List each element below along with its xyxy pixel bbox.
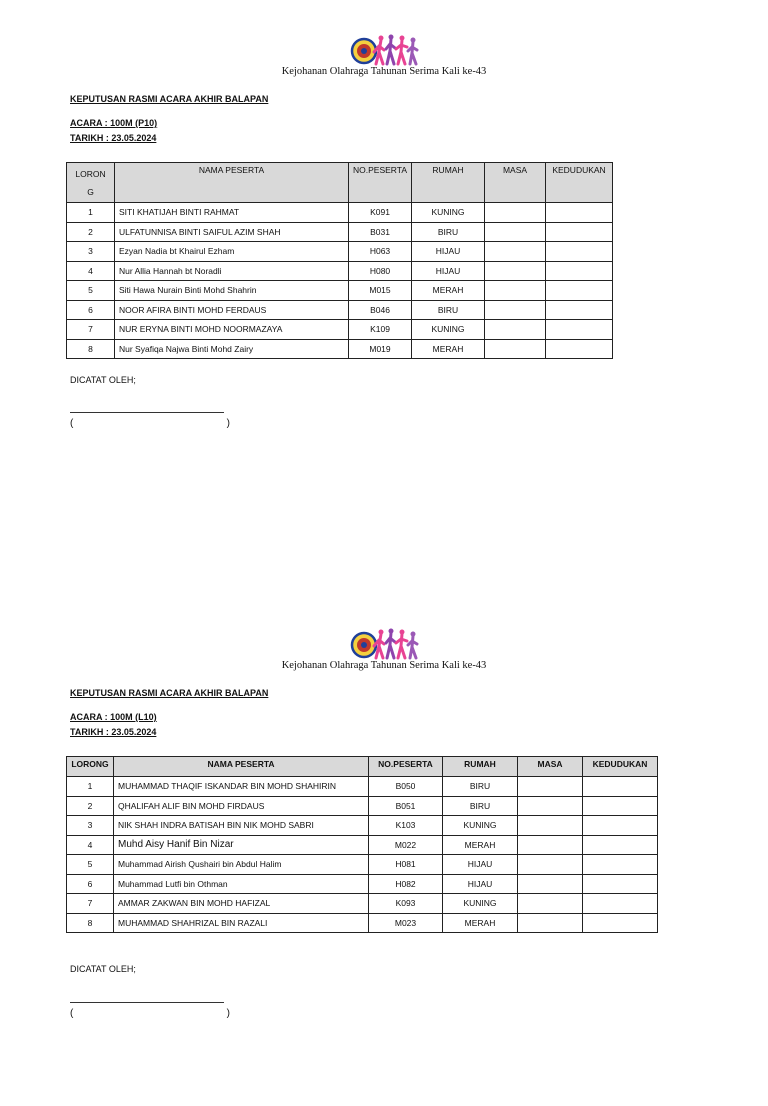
table-row (67, 777, 658, 797)
school-event-line: Kejohanan Olahraga Tahunan Serima Kali ke-43 (281, 66, 487, 77)
header-name: NAMA PESERTA (115, 163, 349, 203)
number-cell: K103 (369, 816, 443, 836)
logo-graphic (350, 34, 422, 68)
time-cell[interactable] (485, 242, 546, 262)
results-title: KEPUTUSAN RASMI ACARA AKHIR BALAPAN (70, 688, 269, 698)
table-row (67, 203, 613, 223)
rank-cell[interactable] (546, 300, 613, 320)
header-rank: KEDUDUKAN (546, 163, 613, 203)
number-cell: B031 (349, 222, 412, 242)
paren-close: ) (226, 418, 230, 429)
name-cell: Muhd Aisy Hanif Bin Nizar (114, 835, 369, 855)
signature-line (70, 1002, 224, 1003)
date-label: TARIKH : 23.05.2024 (70, 727, 157, 737)
header-lane: LORONG (67, 757, 114, 777)
time-cell[interactable] (518, 816, 583, 836)
table-row (67, 300, 613, 320)
number-cell: K091 (349, 203, 412, 223)
rank-cell[interactable] (583, 777, 658, 797)
name-cell: NIK SHAH INDRA BATISAH BIN NIK MOHD SABRI (114, 816, 369, 836)
number-cell: M023 (369, 913, 443, 933)
time-cell[interactable] (518, 835, 583, 855)
event-label: ACARA : 100M (P10) (70, 118, 158, 128)
number-cell: M022 (369, 835, 443, 855)
number-cell: H081 (369, 855, 443, 875)
house-cell: MERAH (443, 835, 518, 855)
lane-cell: 7 (67, 894, 114, 914)
event-label: ACARA : 100M (L10) (70, 712, 157, 722)
signatory-name-field (70, 418, 230, 429)
header-house: RUMAH (443, 757, 518, 777)
time-cell[interactable] (485, 203, 546, 223)
number-cell: K093 (369, 894, 443, 914)
paren-open: ( (70, 418, 74, 429)
rank-cell[interactable] (546, 261, 613, 281)
house-cell: BIRU (443, 796, 518, 816)
rank-cell[interactable] (546, 339, 613, 359)
name-cell: Muhammad Lutfi bin Othman (114, 874, 369, 894)
house-cell: KUNING (443, 816, 518, 836)
rank-cell[interactable] (546, 222, 613, 242)
header-rank: KEDUDUKAN (583, 757, 658, 777)
table-row (67, 874, 658, 894)
recorded-by-label: DICATAT OLEH; (70, 964, 136, 974)
rank-cell[interactable] (583, 855, 658, 875)
rank-cell[interactable] (583, 874, 658, 894)
rank-cell[interactable] (546, 320, 613, 340)
number-cell: H082 (369, 874, 443, 894)
result-sheet-p10 (0, 0, 768, 512)
results-table (66, 756, 658, 933)
time-cell[interactable] (485, 320, 546, 340)
paren-open: ( (70, 1008, 74, 1019)
results-title: KEPUTUSAN RASMI ACARA AKHIR BALAPAN (70, 94, 269, 104)
logo-graphic (350, 628, 422, 662)
table-row (67, 242, 613, 262)
time-cell[interactable] (485, 281, 546, 301)
header-number: NO.PESERTA (349, 163, 412, 203)
number-cell: M019 (349, 339, 412, 359)
time-cell[interactable] (518, 796, 583, 816)
rank-cell[interactable] (583, 816, 658, 836)
name-cell: ULFATUNNISA BINTI SAIFUL AZIM SHAH (115, 222, 349, 242)
lane-cell: 2 (67, 796, 114, 816)
signature-line (70, 412, 224, 413)
date-label: TARIKH : 23.05.2024 (70, 133, 157, 143)
table-row (67, 835, 658, 855)
number-cell: B050 (369, 777, 443, 797)
house-cell: MERAH (412, 281, 485, 301)
header-lane: LORON G (67, 163, 115, 203)
rank-cell[interactable] (583, 796, 658, 816)
school-event-line: Kejohanan Olahraga Tahunan Serima Kali ke-43 (281, 660, 487, 671)
header-house: RUMAH (412, 163, 485, 203)
rank-cell[interactable] (583, 835, 658, 855)
table-row (67, 816, 658, 836)
lane-cell: 1 (67, 203, 115, 223)
lane-cell: 8 (67, 913, 114, 933)
house-cell: HIJAU (443, 874, 518, 894)
number-cell: H080 (349, 261, 412, 281)
number-cell: B046 (349, 300, 412, 320)
lane-cell: 2 (67, 222, 115, 242)
header-number: NO.PESERTA (369, 757, 443, 777)
name-cell: Nur Allia Hannah bt Noradli (115, 261, 349, 281)
recorded-by-label: DICATAT OLEH; (70, 375, 136, 385)
name-cell: NUR ERYNA BINTI MOHD NOORMAZAYA (115, 320, 349, 340)
house-cell: KUNING (412, 320, 485, 340)
lane-cell: 4 (67, 835, 114, 855)
house-cell: HIJAU (412, 242, 485, 262)
name-cell: Muhammad Airish Qushairi bin Abdul Halim (114, 855, 369, 875)
results-table (66, 162, 613, 359)
table-header-row (67, 163, 613, 203)
house-cell: KUNING (412, 203, 485, 223)
number-cell: B051 (369, 796, 443, 816)
time-cell[interactable] (485, 261, 546, 281)
name-cell: MUHAMMAD SHAHRIZAL BIN RAZALI (114, 913, 369, 933)
table-row (67, 222, 613, 242)
house-cell: BIRU (412, 300, 485, 320)
rank-cell[interactable] (546, 281, 613, 301)
lane-cell: 6 (67, 874, 114, 894)
lane-cell: 8 (67, 339, 115, 359)
house-cell: BIRU (443, 777, 518, 797)
table-row (67, 339, 613, 359)
school-logo-icon (350, 34, 422, 68)
house-cell: BIRU (412, 222, 485, 242)
time-cell[interactable] (518, 777, 583, 797)
house-cell: HIJAU (412, 261, 485, 281)
time-cell[interactable] (485, 300, 546, 320)
header-time: MASA (518, 757, 583, 777)
table-row (67, 913, 658, 933)
lane-cell: 3 (67, 816, 114, 836)
name-cell: MUHAMMAD THAQIF ISKANDAR BIN MOHD SHAHIRIN (114, 777, 369, 797)
name-cell: QHALIFAH ALIF BIN MOHD FIRDAUS (114, 796, 369, 816)
house-cell: HIJAU (443, 855, 518, 875)
number-cell: H063 (349, 242, 412, 262)
time-cell[interactable] (485, 222, 546, 242)
time-cell[interactable] (518, 874, 583, 894)
time-cell[interactable] (485, 339, 546, 359)
table-row (67, 281, 613, 301)
time-cell[interactable] (518, 894, 583, 914)
house-cell: MERAH (443, 913, 518, 933)
name-cell: Ezyan Nadia bt Khairul Ezham (115, 242, 349, 262)
table-row (67, 855, 658, 875)
result-sheet-l10 (0, 594, 768, 1106)
table-row (67, 320, 613, 340)
name-cell: Nur Syafiqa Najwa Binti Mohd Zairy (115, 339, 349, 359)
table-row (67, 261, 613, 281)
table-header-row (67, 757, 658, 777)
name-cell: AMMAR ZAKWAN BIN MOHD HAFIZAL (114, 894, 369, 914)
name-cell: NOOR AFIRA BINTI MOHD FERDAUS (115, 300, 349, 320)
rank-cell[interactable] (583, 894, 658, 914)
header-time: MASA (485, 163, 546, 203)
table-row (67, 894, 658, 914)
time-cell[interactable] (518, 855, 583, 875)
header-name: NAMA PESERTA (114, 757, 369, 777)
number-cell: K109 (349, 320, 412, 340)
signatory-name-field (70, 1008, 230, 1019)
number-cell: M015 (349, 281, 412, 301)
lane-cell: 1 (67, 777, 114, 797)
rank-cell[interactable] (546, 242, 613, 262)
name-cell: SITI KHATIJAH BINTI RAHMAT (115, 203, 349, 223)
school-logo-icon (350, 628, 422, 662)
lane-cell: 5 (67, 855, 114, 875)
rank-cell[interactable] (546, 203, 613, 223)
name-cell: Siti Hawa Nurain Binti Mohd Shahrin (115, 281, 349, 301)
lane-cell: 4 (67, 261, 115, 281)
lane-cell: 6 (67, 300, 115, 320)
time-cell[interactable] (518, 913, 583, 933)
paren-close: ) (226, 1008, 230, 1019)
lane-cell: 5 (67, 281, 115, 301)
house-cell: KUNING (443, 894, 518, 914)
lane-cell: 7 (67, 320, 115, 340)
rank-cell[interactable] (583, 913, 658, 933)
lane-cell: 3 (67, 242, 115, 262)
table-row (67, 796, 658, 816)
house-cell: MERAH (412, 339, 485, 359)
